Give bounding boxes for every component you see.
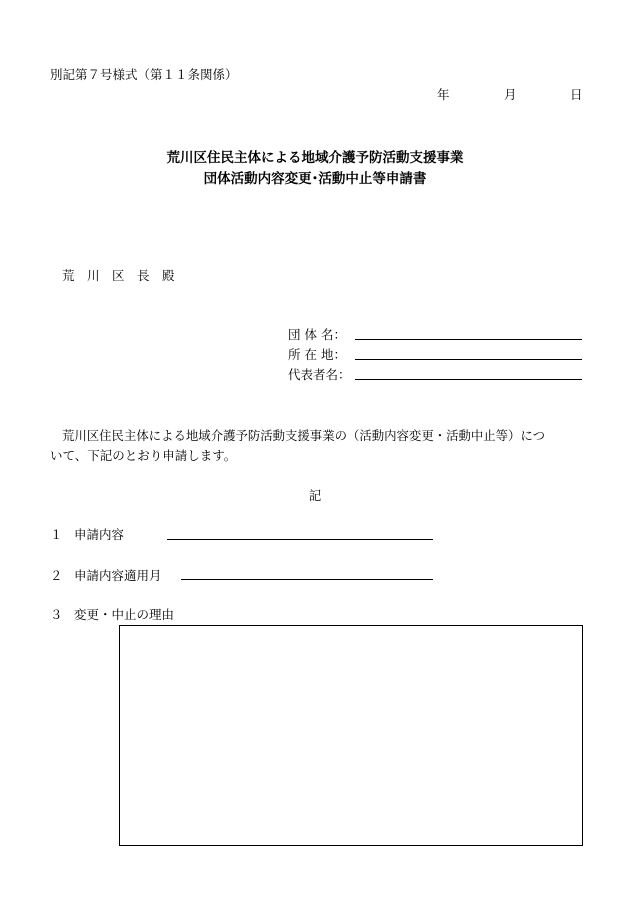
reason-box[interactable] [119,625,583,846]
ki-heading: 記 [308,488,322,503]
addressee: 荒 川 区 長 殿 [62,268,175,283]
item-2-label: 申請内容適用月 [74,568,162,583]
representative-label: 代表者名： [288,367,351,382]
body-line-2: いて、下記のとおり申請します。 [50,448,237,463]
date-day-label: 日 [570,87,583,102]
title-line-2: 団体活動内容変更･活動中止等申請書 [203,171,427,187]
address-field[interactable] [355,359,582,360]
item-2-number: ２ [50,568,63,583]
item-1-field[interactable] [167,539,433,540]
date-year-label: 年 [437,87,450,102]
title-line-1: 荒川区住民主体による地域介護予防活動支援事業 [166,150,464,166]
address-label: 所 在 地： [288,347,346,362]
group-name-field[interactable] [355,339,582,340]
item-1-number: １ [50,527,63,542]
date-month-label: 月 [504,87,517,102]
representative-field[interactable] [355,379,582,380]
item-1-label: 申請内容 [74,527,125,542]
item-2-field[interactable] [181,579,433,580]
body-line-1: 荒川区住民主体による地域介護予防活動支援事業の（活動内容変更・活動中止等）につ [62,428,545,443]
form-number: 別記第７号様式（第１１条関係） [50,67,238,82]
item-3-label: 変更・中止の理由 [74,607,175,622]
group-name-label: 団 体 名： [288,327,346,342]
item-3-number: ３ [50,607,63,622]
